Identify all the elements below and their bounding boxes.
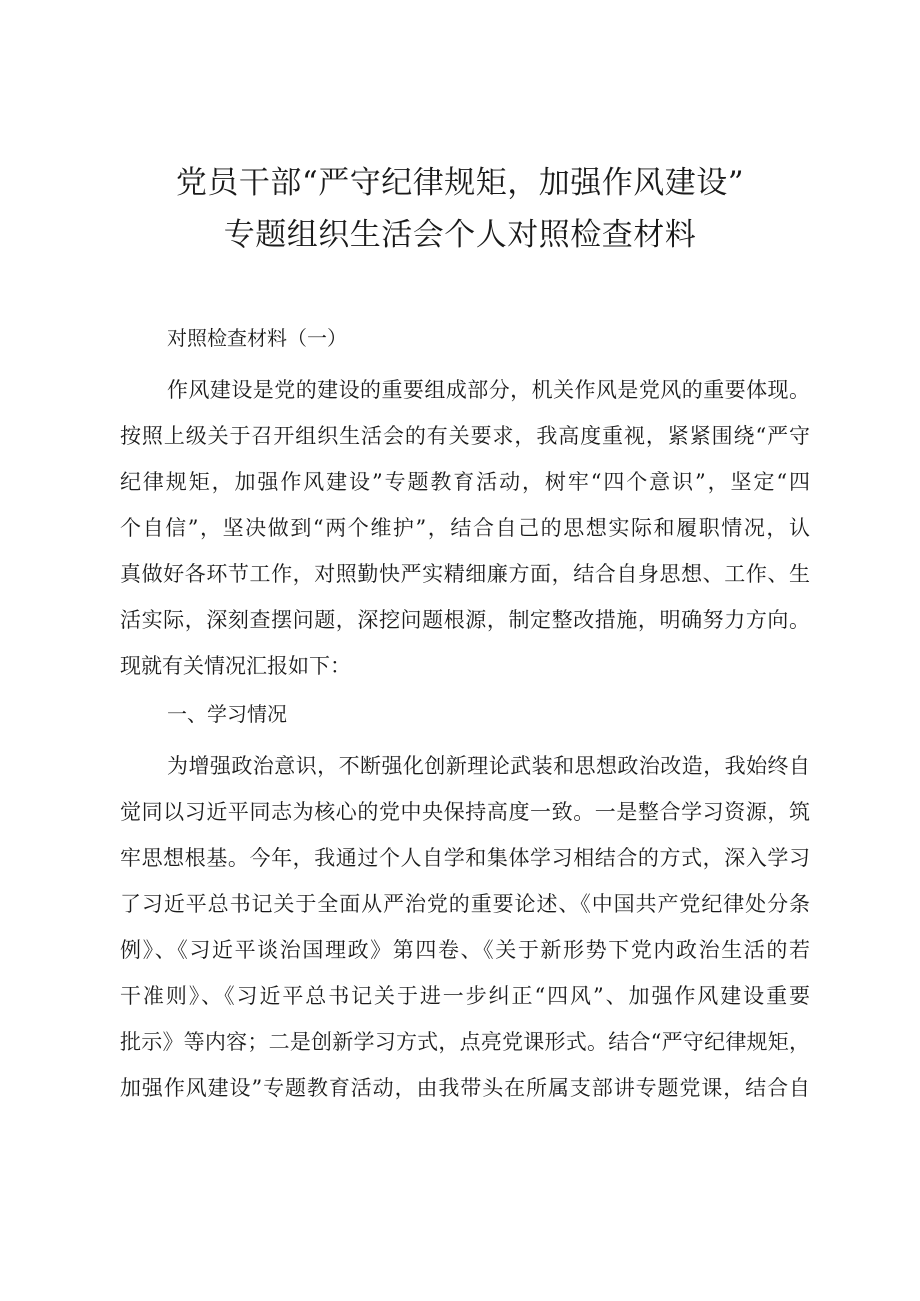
paragraph-1-line: 作风建设是党的建设的重要组成部分，机关作风是党风的重要体现。 <box>167 378 810 402</box>
document-title-line-2: 专题组织生活会个人对照检查材料 <box>223 217 697 253</box>
paragraph-1-line: 现就有关情况汇报如下： <box>120 654 351 678</box>
paragraph-1-line: 纪律规矩，加强作风建设”专题教育活动，树牢“四个意识”，坚定“四 <box>120 470 810 494</box>
paragraph-2-line: 牢思想根基。今年，我通过个人自学和集体学习相结合的方式，深入学习 <box>120 846 810 870</box>
paragraph-2-line: 例》、《习近平谈治国理政》第四卷、《关于新形势下党内政治生活的若 <box>120 938 810 962</box>
paragraph-1-line: 个自信”，坚决做到“两个维护”，结合自己的思想实际和履职情况，认 <box>120 516 810 540</box>
paragraph-1-line: 活实际，深刻查摆问题，深挖问题根源，制定整改措施，明确努力方向。 <box>120 608 810 632</box>
subheading-study-situation: 一、学习情况 <box>167 702 287 726</box>
paragraph-1-line: 真做好各环节工作，对照勤快严实精细廉方面，结合自身思想、工作、生 <box>120 562 810 586</box>
document-title-line-1: 党员干部“严守纪律规矩，加强作风建设” <box>175 165 745 201</box>
paragraph-2-line: 了习近平总书记关于全面从严治党的重要论述、《中国共产党纪律处分条 <box>120 892 810 916</box>
paragraph-2-line: 加强作风建设”专题教育活动，由我带头在所属支部讲专题党课，结合自 <box>120 1076 810 1100</box>
paragraph-2-line: 为增强政治意识，不断强化创新理论武装和思想政治改造，我始终自 <box>167 754 810 778</box>
paragraph-2-line: 批示》等内容；二是创新学习方式，点亮党课形式。结合“严守纪律规矩， <box>120 1030 810 1054</box>
paragraph-2-line: 干准则》、《习近平总书记关于进一步纠正“四风”、加强作风建设重要 <box>120 984 810 1008</box>
paragraph-2-line: 觉同以习近平同志为核心的党中央保持高度一致。一是整合学习资源，筑 <box>120 800 810 824</box>
section-heading: 对照检查材料（一） <box>167 326 347 350</box>
paragraph-1-line: 按照上级关于召开组织生活会的有关要求，我高度重视，紧紧围绕“严守 <box>120 424 810 448</box>
